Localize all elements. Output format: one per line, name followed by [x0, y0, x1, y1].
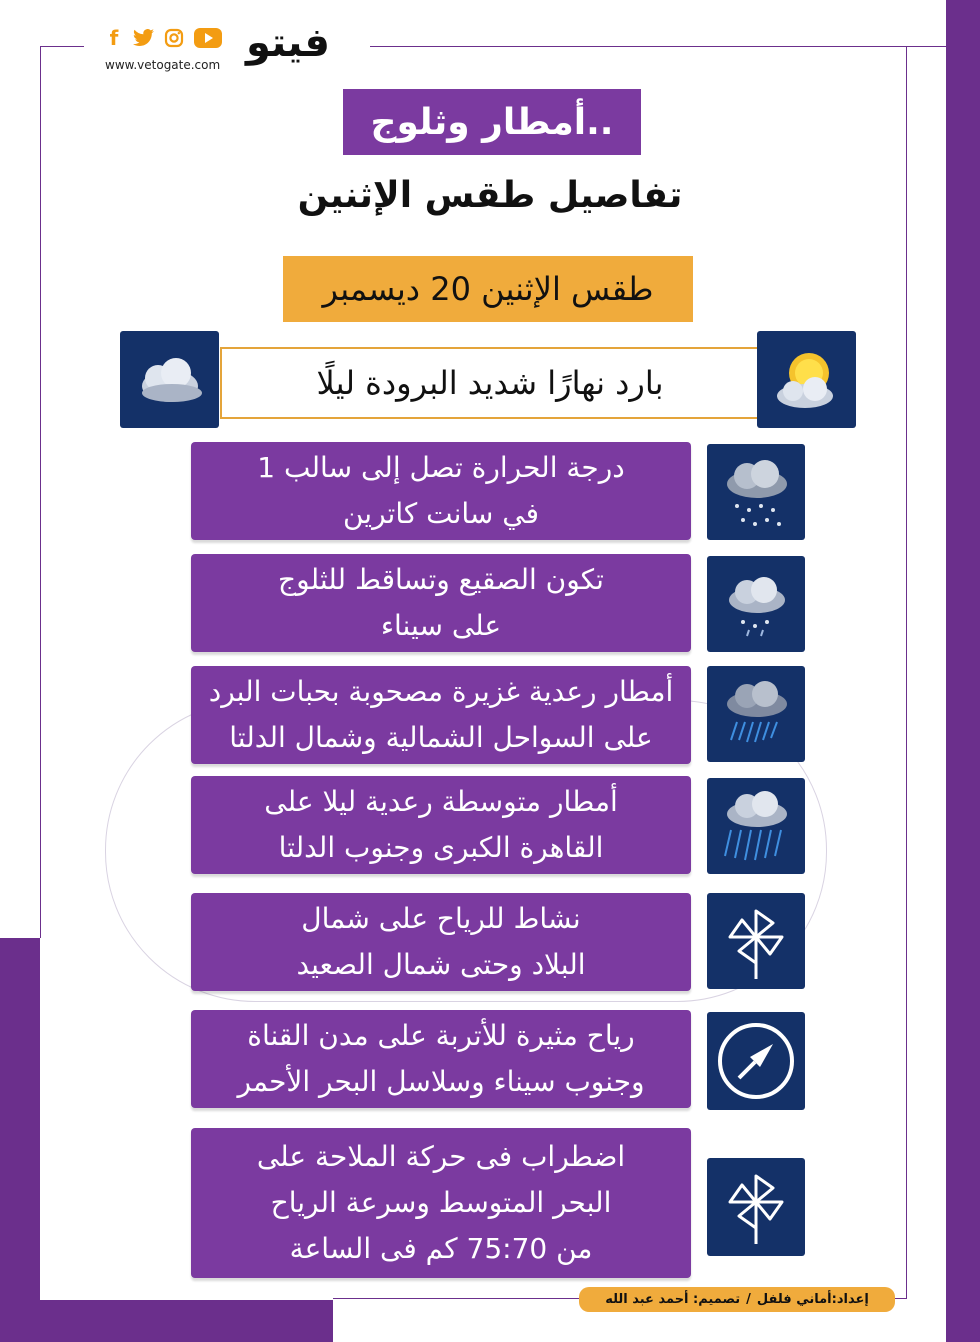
- sleet-cloud-icon: [707, 556, 805, 652]
- designed-by: تصميم: أحمد عبد الله: [605, 1292, 741, 1307]
- sleet-cloud-tile: [707, 556, 805, 652]
- brand-logo: [246, 20, 330, 66]
- forecast-card-7-line1: اضطراب فى حركة الملاحة على: [256, 1140, 626, 1173]
- forecast-card-7: [191, 1128, 691, 1278]
- forecast-card-4-line1: أمطار متوسطة رعدية ليلا على: [264, 785, 618, 818]
- forecast-card-2-line2: على سيناء: [380, 609, 502, 642]
- pinwheel-icon: [707, 893, 805, 989]
- instagram-icon[interactable]: [163, 27, 185, 49]
- frame-line-top-right: [370, 46, 946, 47]
- frame-line-left: [40, 46, 41, 938]
- forecast-card-6-line1: رياح مثيرة للأتربة على مدن القناة: [247, 1019, 635, 1052]
- forecast-card-6: [191, 1010, 691, 1108]
- subheadline: تفاصيل طقس الإثنين: [297, 174, 683, 216]
- forecast-card-2-line1: تكون الصقيع وتساقط للثلوج: [278, 563, 604, 596]
- frame-line-right: [906, 46, 907, 1298]
- rain-cloud-icon: [707, 778, 805, 874]
- snow-cloud-tile: [707, 444, 805, 540]
- forecast-card-3-line2: على السواحل الشمالية وشمال الدلتا: [229, 721, 653, 754]
- facebook-icon[interactable]: f: [109, 26, 119, 50]
- forecast-card-5: [191, 893, 691, 991]
- youtube-icon[interactable]: [193, 27, 223, 49]
- pinwheel-icon: [707, 1158, 805, 1256]
- forecast-card-1-line1: درجة الحرارة تصل إلى سالب 1: [257, 451, 625, 484]
- forecast-card-4: [191, 776, 691, 874]
- forecast-card-1-line2: في سانت كاترين: [342, 497, 539, 530]
- forecast-card-7-line2: البحر المتوسط وسرعة الرياح: [270, 1186, 612, 1219]
- compass-icon: [707, 1012, 805, 1110]
- forecast-card-3-line1: أمطار رعدية غزيرة مصحوبة بحبات البرد: [208, 675, 674, 708]
- frame-line-top-left: [40, 46, 84, 47]
- snow-cloud-icon: [707, 444, 805, 540]
- forecast-card-4-line2: القاهرة الكبرى وجنوب الدلتا: [278, 831, 604, 864]
- headline-box: أمطار وثلوج..: [343, 89, 641, 155]
- compass-tile: [707, 1012, 805, 1110]
- logo-text: فيتو: [246, 20, 330, 66]
- rain-cloud-tile: [707, 778, 805, 874]
- forecast-card-5-line2: البلاد وحتى شمال الصعيد: [296, 948, 586, 981]
- left-purple-band: [0, 938, 40, 1342]
- forecast-card-2: [191, 554, 691, 652]
- forecast-card-3: [191, 666, 691, 764]
- thunderstorm-cloud-icon: [707, 666, 805, 762]
- sunny-cloudy-tile: [757, 331, 856, 428]
- forecast-card-1: [191, 442, 691, 540]
- sun-cloud-icon: [757, 331, 856, 428]
- credits-bar: [579, 1287, 895, 1312]
- prepared-by: إعداد:أماني فلفل: [756, 1292, 869, 1307]
- pinwheel-tile-1: [707, 893, 805, 989]
- forecast-card-7-line3: من 75:70 كم فى الساعة: [289, 1232, 593, 1265]
- bottom-purple-band: [0, 1300, 333, 1342]
- credits-separator: /: [746, 1292, 751, 1307]
- twitter-icon[interactable]: [133, 27, 155, 49]
- thunderstorm-cloud-tile: [707, 666, 805, 762]
- summary-box: بارد نهارًا شديد البرودة ليلًا: [220, 347, 760, 419]
- forecast-card-5-line1: نشاط للرياح على شمال: [301, 902, 581, 935]
- pinwheel-tile-2: [707, 1158, 805, 1256]
- forecast-card-6-line2: وجنوب سيناء وسلاسل البحر الأحمر: [237, 1065, 645, 1098]
- social-icons: [103, 27, 223, 49]
- cloudy-night-icon: [120, 331, 219, 428]
- site-url[interactable]: www.vetogate.com: [105, 58, 221, 72]
- date-banner: طقس الإثنين 20 ديسمبر: [283, 256, 693, 322]
- right-purple-band: [946, 0, 980, 1342]
- cloudy-night-tile: [120, 331, 219, 428]
